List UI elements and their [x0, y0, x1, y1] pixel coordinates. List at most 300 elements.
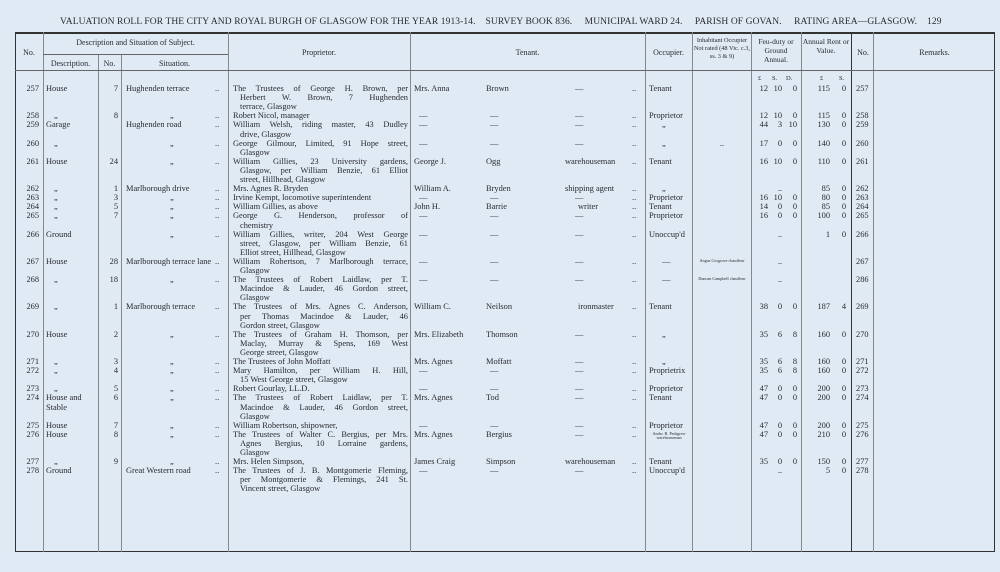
- subject-number: 6: [113, 393, 118, 403]
- occupier: Tenant: [649, 156, 672, 166]
- description: House and: [46, 393, 82, 403]
- entry-number: 260: [26, 138, 39, 148]
- description: „: [54, 211, 58, 221]
- proprietor-line: Robert Gourlay, LL.D.: [233, 384, 310, 394]
- proprietor-line: Mrs. Agnes R. Bryden: [233, 184, 309, 194]
- proprietor-line: William Welsh, riding master, 43 Dudley: [233, 120, 408, 130]
- situation: „: [170, 156, 174, 166]
- rent-pounds: 160: [817, 329, 830, 339]
- situation: „: [170, 211, 174, 221]
- entry-number: 276: [26, 429, 39, 439]
- occupier: Proprietor: [649, 193, 683, 203]
- description: Ground: [46, 466, 72, 476]
- entry-number: 278: [26, 466, 39, 476]
- entry-number-right: 271: [856, 357, 869, 366]
- leader-dots: ..: [632, 393, 637, 403]
- rent-shillings: 0: [841, 184, 846, 194]
- rent-pounds: 187: [817, 302, 830, 312]
- tenant-first-name: —: [419, 420, 428, 430]
- subject-number: 7: [113, 420, 118, 430]
- description: House: [46, 420, 68, 430]
- leader-dots: ..: [632, 211, 637, 221]
- leader-dots: ..: [215, 111, 220, 121]
- tenant-first-name: Mrs. Agnes: [414, 357, 453, 366]
- situation: „: [170, 111, 174, 121]
- tenant-occupation: shipping agent: [565, 184, 615, 194]
- tenant-surname: —: [490, 211, 499, 221]
- entry-number: 268: [26, 275, 39, 285]
- tenant-occupation: —: [575, 420, 584, 430]
- leader-dots: ..: [215, 302, 220, 312]
- occupier: Tenant: [649, 202, 672, 212]
- situation: „: [170, 393, 174, 403]
- rent-shillings: 0: [841, 420, 846, 430]
- feu-shillings: 10: [773, 84, 782, 93]
- entry-number-right: 274: [856, 393, 869, 403]
- rent-shillings: 0: [841, 457, 846, 467]
- col-no-right: No.: [857, 48, 869, 57]
- feu-shillings: 0: [777, 202, 782, 212]
- tenant-first-name: —: [419, 366, 428, 376]
- feu-pence: 0: [792, 193, 797, 203]
- tenant-occupation: —: [575, 120, 584, 130]
- situation: „: [170, 457, 174, 467]
- tenant-surname: Simpson: [486, 457, 516, 467]
- subject-number: 1: [113, 184, 118, 194]
- tenant-first-name: William A.: [414, 184, 451, 194]
- occupier: Tenant: [649, 302, 672, 312]
- proprietor-line: The Trustees of Robert Laidlaw, per T.: [233, 393, 408, 403]
- entry-number-right: 277: [856, 457, 869, 467]
- entry-number-right: 276: [856, 429, 869, 439]
- entry-number-right: 264: [856, 202, 869, 212]
- proprietor-line: William Gillies, as above: [233, 202, 318, 212]
- tenant-surname: Bergius: [486, 429, 512, 439]
- leader-dots: ..: [215, 466, 220, 476]
- subject-number: 1: [113, 302, 118, 312]
- description: Garage: [46, 120, 71, 130]
- feu-pence: 8: [792, 366, 797, 376]
- rent-shillings: 0: [841, 329, 846, 339]
- leader-dots: ..: [632, 120, 637, 130]
- col-feu-duty: Feu-duty or Ground Annual.: [758, 37, 794, 64]
- rent-pounds: 130: [817, 120, 830, 130]
- col-occupier: Occupier.: [653, 48, 684, 57]
- feu-shillings: 0: [777, 457, 782, 467]
- tenant-first-name: —: [419, 229, 428, 239]
- feu-pounds: 38: [759, 302, 768, 312]
- tenant-surname: —: [490, 120, 499, 130]
- column-rule: [228, 32, 229, 552]
- subject-number: 8: [113, 111, 118, 121]
- proprietor-line: William Gillies, 23 University gardens,: [233, 156, 408, 166]
- entry-number: 275: [26, 420, 39, 430]
- proprietor-line: Elliot street, Hillhead, Glasgow: [240, 247, 346, 257]
- rent-shillings: 0: [841, 120, 846, 130]
- entry-number-right: 258: [856, 111, 869, 121]
- tenant-occupation: warehouseman: [565, 156, 616, 166]
- proprietor-line: William Gillies, writer, 204 West George: [233, 229, 408, 239]
- feu-pence: 0: [792, 429, 797, 439]
- tenant-first-name: George J.: [414, 156, 446, 166]
- entry-number-right: 260: [856, 138, 869, 148]
- occupier: —: [662, 275, 671, 285]
- tenant-occupation: warehouseman: [565, 457, 616, 467]
- column-rule: [121, 54, 122, 552]
- entry-number-right: 286: [856, 275, 869, 285]
- description: „: [54, 184, 58, 194]
- tenant-occupation: —: [575, 229, 584, 239]
- feu-shillings: 0: [777, 393, 782, 403]
- rent-pounds: 200: [817, 420, 830, 430]
- situation: „: [170, 420, 174, 430]
- feu-unit-pence: D.: [786, 75, 793, 82]
- col-inhabitant: Inhabitant Occupier Not rated (48 Vic. c.3, ss. 3 & 9): [694, 37, 750, 60]
- column-rule: [43, 32, 44, 552]
- subject-number: 4: [113, 366, 118, 376]
- entry-number-right: 275: [856, 420, 869, 430]
- proprietor-line: George street, Glasgow: [240, 347, 319, 357]
- situation: „: [170, 202, 174, 212]
- feu-shillings: 6: [777, 329, 782, 339]
- entry-number-right: 257: [856, 84, 869, 93]
- feu-pence: 0: [792, 384, 797, 394]
- rent-shillings: 0: [841, 429, 846, 439]
- leader-dots: ..: [632, 84, 637, 93]
- proprietor-line: Glasgow: [240, 293, 270, 303]
- leader-dots: ..: [215, 357, 220, 366]
- description: House: [46, 429, 68, 439]
- tenant-surname: Moffatt: [486, 357, 512, 366]
- description: House: [46, 84, 68, 93]
- feu-shillings: ..: [777, 275, 782, 285]
- proprietor-line: Glasgow: [240, 411, 270, 421]
- tenant-occupation: —: [575, 357, 584, 366]
- rent-shillings: 0: [841, 229, 846, 239]
- feu-shillings: 0: [777, 138, 782, 148]
- entry-number-right: 269: [856, 302, 869, 312]
- rent-shillings: 0: [841, 211, 846, 221]
- feu-pence: 0: [792, 138, 797, 148]
- tenant-surname: —: [490, 384, 499, 394]
- feu-pence: 0: [792, 111, 797, 121]
- tenant-occupation: ironmaster: [578, 302, 614, 312]
- tenant-surname: —: [490, 193, 499, 203]
- proprietor-line: drive, Glasgow: [240, 129, 292, 139]
- feu-shillings: ..: [777, 229, 782, 239]
- proprietor-line: Glasgow: [240, 448, 270, 457]
- feu-pounds: 47: [759, 393, 768, 403]
- survey-book: SURVEY BOOK 836.: [485, 17, 573, 27]
- rent-pounds: 140: [817, 138, 830, 148]
- occupier: „: [662, 184, 666, 194]
- col-sub-no: No.: [103, 59, 116, 68]
- proprietor-line: William Robertson, 7 Marlborough terrace,: [233, 256, 408, 266]
- rent-unit-pounds: £: [820, 75, 824, 82]
- feu-pence: 0: [792, 84, 797, 93]
- col-tenant: Tenant.: [515, 48, 540, 57]
- entry-number: 269: [26, 302, 39, 312]
- leader-dots: ..: [215, 184, 220, 194]
- leader-dots: ..: [215, 329, 220, 339]
- feu-shillings: 3: [777, 120, 782, 130]
- feu-pence: 0: [792, 202, 797, 212]
- roll-title: VALUATION ROLL FOR THE CITY AND ROYAL BURGH OF GLASGOW FOR THE YEAR 1913-14.: [60, 17, 476, 27]
- tenant-surname: —: [490, 229, 499, 239]
- subject-number: 7: [113, 84, 118, 93]
- feu-shillings: 10: [773, 156, 782, 166]
- leader-dots: ..: [215, 156, 220, 166]
- col-description-group: Description and Situation of Subject.: [76, 38, 195, 47]
- tenant-surname: Tod: [486, 393, 499, 403]
- leader-dots: ..: [632, 202, 637, 212]
- leader-dots: ..: [215, 120, 220, 130]
- proprietor-line: Mary Hamilton, per William H. Hill,: [233, 366, 408, 376]
- occupier: „: [662, 357, 666, 366]
- subject-number: 5: [113, 202, 118, 212]
- tenant-occupation: —: [575, 193, 584, 203]
- col-situation: Situation.: [159, 59, 190, 68]
- leader-dots: ..: [632, 275, 637, 285]
- column-rule: [751, 32, 752, 552]
- situation: Hughenden terrace: [126, 84, 190, 93]
- tenant-first-name: —: [419, 384, 428, 394]
- rent-shillings: 0: [841, 156, 846, 166]
- feu-shillings: ..: [777, 256, 782, 266]
- col-proprietor: Proprietor.: [302, 48, 336, 57]
- rent-pounds: 85: [821, 202, 830, 212]
- leader-dots: ..: [632, 420, 637, 430]
- rent-pounds: 200: [817, 393, 830, 403]
- header-rule: [43, 54, 228, 55]
- leader-dots: ..: [632, 466, 637, 476]
- tenant-first-name: —: [419, 193, 428, 203]
- feu-shillings: 10: [773, 111, 782, 121]
- rent-shillings: 0: [841, 111, 846, 121]
- entry-number: 259: [26, 120, 39, 130]
- rent-pounds: 115: [817, 111, 830, 121]
- situation: „: [170, 366, 174, 376]
- column-rule: [851, 32, 852, 552]
- feu-shillings: 0: [777, 302, 782, 312]
- proprietor-line: street, Glasgow, per William Benzie, 61: [240, 238, 408, 248]
- entry-number-right: 261: [856, 156, 869, 166]
- rent-shillings: 0: [841, 393, 846, 403]
- leader-dots: ..: [215, 84, 220, 93]
- tenant-first-name: —: [419, 275, 428, 285]
- leader-dots: ..: [632, 229, 637, 239]
- occupier: Proprietor: [649, 420, 683, 430]
- rent-shillings: 4: [841, 302, 846, 312]
- entry-number: 270: [26, 329, 39, 339]
- feu-shillings: 6: [777, 357, 782, 366]
- feu-pounds: 47: [759, 420, 768, 430]
- description: House: [46, 329, 68, 339]
- subject-number: 3: [113, 193, 118, 203]
- subject-number: 9: [113, 457, 118, 467]
- leader-dots: ..: [215, 138, 220, 148]
- occupier: „: [662, 138, 666, 148]
- rent-pounds: 5: [825, 466, 830, 476]
- tenant-occupation: —: [575, 275, 584, 285]
- situation: Marlborough terrace lane: [126, 256, 212, 266]
- subject-number: 5: [113, 384, 118, 394]
- subject-number: 24: [109, 156, 118, 166]
- leader-dots: ..: [632, 366, 637, 376]
- leader-dots: ..: [632, 357, 637, 366]
- feu-pounds: 35: [759, 329, 768, 339]
- entry-number-right: 272: [856, 366, 869, 376]
- occupier: Tenant: [649, 457, 672, 467]
- description: „: [54, 366, 58, 376]
- description: Stable: [46, 402, 67, 412]
- description: „: [54, 384, 58, 394]
- entry-number-right: 259: [856, 120, 869, 130]
- rent-unit-shillings: S.: [839, 75, 845, 82]
- rating-area: RATING AREA—GLASGOW.: [794, 17, 918, 27]
- proprietor-line: The Trustees of Graham H. Thomson, per: [233, 329, 408, 339]
- entry-number-right: 273: [856, 384, 869, 394]
- entry-number-right: 266: [856, 229, 869, 239]
- tenant-occupation: —: [575, 366, 584, 376]
- entry-number-right: 265: [856, 211, 869, 221]
- entry-number-right: 262: [856, 184, 869, 194]
- tenant-first-name: William C.: [414, 302, 451, 312]
- column-rule: [801, 32, 802, 552]
- leader-dots: ..: [215, 366, 220, 376]
- rent-shillings: 0: [841, 193, 846, 203]
- proprietor-line: Gordon street, Glasgow: [240, 320, 320, 330]
- proprietor-line: The Trustees of Robert Laidlaw, per T.: [233, 275, 408, 285]
- feu-pounds: 12: [759, 84, 768, 93]
- leader-dots: ..: [632, 384, 637, 394]
- leader-dots: ..: [215, 229, 220, 239]
- proprietor-line: 15 West George street, Glasgow: [240, 375, 348, 385]
- tenant-surname: Neilson: [486, 302, 513, 312]
- proprietor-line: street, Hillhead, Glasgow: [240, 175, 326, 184]
- proprietor-line: per Montgomerie & Flemings, 241 St.: [240, 475, 408, 485]
- proprietor-line: Glasgow: [240, 266, 270, 275]
- tenant-occupation: writer: [578, 202, 598, 212]
- situation: „: [170, 357, 174, 366]
- tenant-first-name: —: [419, 111, 428, 121]
- tenant-occupation: —: [575, 329, 584, 339]
- proprietor-line: Agnes Bergius, 10 Lorraine gardens,: [240, 438, 408, 448]
- occupier: Tenant: [649, 84, 672, 93]
- proprietor-line: The Trustees of Mrs. Agnes C. Anderson,: [233, 302, 408, 312]
- entry-number-right: 278: [856, 466, 869, 476]
- column-rule: [410, 32, 411, 552]
- subject-number: 18: [109, 275, 118, 285]
- feu-pence: 0: [792, 302, 797, 312]
- col-remarks: Remarks.: [919, 48, 950, 57]
- feu-pence: 10: [788, 120, 797, 130]
- feu-shillings: 0: [777, 384, 782, 394]
- tenant-occupation: —: [575, 256, 584, 266]
- proprietor-line: Irvine Kempt, locomotive superintendent: [233, 193, 372, 203]
- tenant-first-name: —: [419, 138, 428, 148]
- feu-unit-pounds: £: [758, 75, 762, 82]
- proprietor-line: William Robertson, shipowner,: [233, 420, 338, 430]
- leader-dots: ..: [215, 193, 220, 203]
- entry-number: 273: [26, 384, 39, 394]
- subject-number: 8: [113, 429, 118, 439]
- occupier: Tenant: [649, 393, 672, 403]
- proprietor-line: terrace, Glasgow: [240, 102, 297, 112]
- feu-pence: 8: [792, 329, 797, 339]
- feu-pounds: 35: [759, 457, 768, 467]
- tenant-occupation: —: [575, 111, 584, 121]
- leader-dots: ..: [632, 138, 637, 148]
- tenant-occupation: —: [575, 211, 584, 221]
- feu-pounds: 16: [759, 156, 768, 166]
- rent-pounds: 110: [817, 156, 830, 166]
- proprietor-line: per Thomas Macindoe & Lauder, 46: [240, 311, 408, 321]
- occupier: Proprietrix: [649, 366, 686, 376]
- inhabitant-occupier: Duncan Campbell chauffeur: [698, 276, 746, 282]
- leader-dots: ..: [632, 457, 637, 467]
- tenant-first-name: —: [419, 211, 428, 221]
- tenant-occupation: —: [575, 138, 584, 148]
- feu-shillings: 0: [777, 420, 782, 430]
- situation: „: [170, 329, 174, 339]
- tenant-first-name: Mrs. Anna: [414, 84, 450, 93]
- rent-pounds: 115: [817, 84, 830, 93]
- feu-pounds: 47: [759, 384, 768, 394]
- feu-shillings: ..: [777, 466, 782, 476]
- feu-pounds: 35: [759, 357, 768, 366]
- leader-dots: ..: [632, 429, 637, 439]
- feu-pounds: 47: [759, 429, 768, 439]
- subject-number: 2: [113, 329, 118, 339]
- feu-unit-shillings: S.: [772, 75, 778, 82]
- feu-pence: 0: [792, 457, 797, 467]
- proprietor-line: Robert Nicol, manager: [233, 111, 310, 121]
- situation: „: [170, 229, 174, 239]
- entry-number: 258: [26, 111, 39, 121]
- feu-pence: 0: [792, 156, 797, 166]
- proprietor-line: Mrs. Helen Simpson,: [233, 457, 305, 467]
- tenant-surname: —: [490, 138, 499, 148]
- tenant-surname: Barrie: [486, 202, 507, 212]
- parish: PARISH OF GOVAN.: [694, 17, 782, 27]
- occupier: Proprietor: [649, 111, 683, 121]
- col-description: Description.: [50, 59, 91, 68]
- leader-dots: ..: [632, 156, 637, 166]
- situation: Hughenden road: [126, 120, 182, 130]
- rent-shillings: 0: [841, 384, 846, 394]
- leader-dots: ..: [632, 329, 637, 339]
- tenant-surname: Ogg: [486, 156, 501, 166]
- column-rule: [692, 32, 693, 552]
- proprietor-line: The Trustees of George H. Brown, per: [233, 84, 408, 93]
- tenant-surname: —: [490, 111, 499, 121]
- tenant-first-name: James Craig: [414, 457, 456, 467]
- tenant-surname: —: [490, 256, 499, 266]
- tenant-first-name: Mrs. Agnes: [414, 429, 453, 439]
- leader-dots: ..: [215, 256, 220, 266]
- tenant-first-name: —: [419, 120, 428, 130]
- column-rule: [645, 32, 646, 552]
- description: Ground: [46, 229, 72, 239]
- feu-pence: 0: [792, 211, 797, 221]
- tenant-surname: —: [490, 275, 499, 285]
- leader-dots: ..: [215, 429, 220, 439]
- proprietor-line: Macindoe & Lauder, 46 Gordon street,: [240, 284, 408, 294]
- feu-pounds: 16: [759, 211, 768, 221]
- rent-pounds: 150: [817, 457, 830, 467]
- column-rule: [873, 32, 874, 552]
